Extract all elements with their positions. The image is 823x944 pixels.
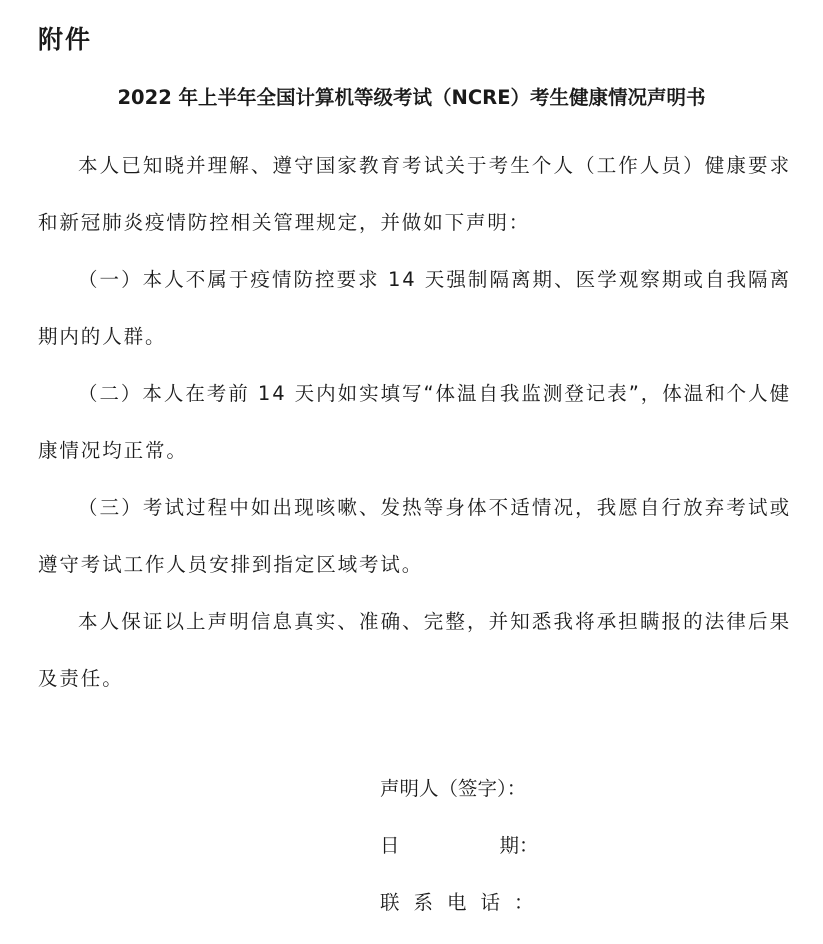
paragraph-item-1: （一）本人不属于疫情防控要求 14 天强制隔离期、医学观察期或自我隔离期内的人群。	[38, 268, 791, 348]
date-label	[380, 817, 680, 874]
date-label-second: 期：	[499, 834, 539, 857]
document-title: 2022 年上半年全国计算机等级考试（NCRE）考生健康情况声明书	[117, 86, 706, 109]
signature-block	[380, 760, 680, 931]
declaration-body	[38, 137, 791, 707]
paragraph-item-2: （二）本人在考前 14 天内如实填写“体温自我监测登记表”，体温和个人健康情况均正常。	[38, 382, 791, 462]
declarant-signature-label: 声明人（签字）：	[380, 777, 527, 800]
paragraph-intro: 本人已知晓并理解、遵守国家教育考试关于考生个人（工作人员）健康要求和新冠肺炎疫情防控相关管理规定，并做如下声明：	[38, 154, 791, 234]
paragraph-item-3: （三）考试过程中如出现咳嗽、发热等身体不适情况，我愿自行放弃考试或遵守考试工作人员安排到指定区域考试。	[38, 496, 791, 576]
date-label-first: 日	[380, 834, 400, 857]
phone-label: 联系电话：	[380, 891, 548, 914]
attachment-label: 附件	[38, 25, 93, 54]
paragraph-guarantee: 本人保证以上声明信息真实、准确、完整，并知悉我将承担瞒报的法律后果及责任。	[38, 610, 791, 690]
